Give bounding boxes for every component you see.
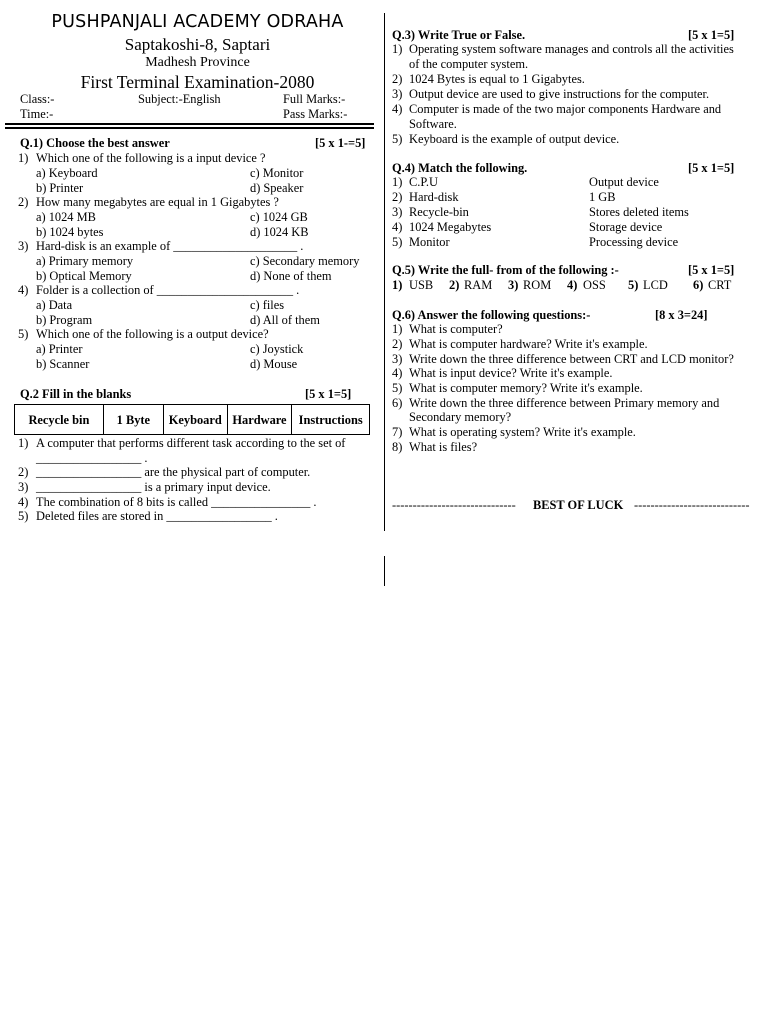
match-number: 1) [392, 175, 403, 189]
blank-text: _________________ are the physical part of computer. [36, 465, 311, 479]
blank-text: _________________ is a primary input device. [36, 480, 271, 494]
question-text: What is computer hardware? Write it's example. [409, 337, 648, 351]
option-b: b) Scanner [36, 357, 90, 371]
question-number: 3) [18, 239, 29, 253]
question-text: What is files? [409, 440, 478, 454]
word-bank-cell: Instructions [292, 405, 370, 435]
match-number: 2) [392, 190, 403, 204]
q5-title: Q.5) Write the full- from of the following :- [392, 263, 619, 277]
question-text: What is input device? Write it's example. [409, 366, 613, 380]
option-c: c) Joystick [250, 342, 304, 356]
option-b: b) 1024 bytes [36, 225, 104, 239]
match-right: Stores deleted items [589, 205, 689, 219]
match-right: Processing device [589, 235, 679, 249]
match-left: Monitor [409, 235, 450, 249]
abbr-number: 3) [508, 278, 519, 292]
match-right: 1 GB [589, 190, 616, 204]
question-text: Folder is a collection of ______________________ . [36, 283, 300, 297]
abbr-text: USB [409, 278, 434, 292]
school-address: Saptakoshi-8, Saptari [124, 35, 271, 54]
blank-text: _________________ . [36, 451, 148, 465]
q1-title: Q.1) Choose the best answer [20, 136, 170, 150]
statement-text: Keyboard is the example of output device. [409, 132, 620, 146]
statement-text: of the computer system. [409, 57, 529, 71]
option-a: a) Printer [36, 342, 83, 356]
word-bank-cell: Recycle bin [15, 405, 104, 435]
match-left: Recycle-bin [409, 205, 469, 219]
footer-text: BEST OF LUCK [533, 498, 624, 512]
q6-title: Q.6) Answer the following questions:- [392, 308, 591, 322]
option-b: b) Printer [36, 181, 84, 195]
question-number: 8) [392, 440, 403, 454]
statement-number: 3) [392, 87, 403, 101]
match-left: Hard-disk [409, 190, 459, 204]
match-right: Storage device [589, 220, 663, 234]
question-number: 1) [18, 151, 29, 165]
question-text: Write down the three difference between CRT and LCD monitor? [409, 352, 734, 366]
blank-text: A computer that performs different task according to the set of [36, 436, 346, 450]
question-text: Which one of the following is a output device? [36, 327, 269, 341]
class-label: Class:- [20, 92, 55, 106]
q4-marks: [5 x 1=5] [688, 161, 735, 175]
statement-number: 2) [392, 72, 403, 86]
option-d: d) 1024 KB [250, 225, 309, 239]
option-c: c) files [250, 298, 285, 312]
option-b: b) Program [36, 313, 93, 327]
option-a: a) 1024 MB [36, 210, 96, 224]
word-bank-cell: 1 Byte [103, 405, 163, 435]
match-left: 1024 Megabytes [409, 220, 492, 234]
match-number: 3) [392, 205, 403, 219]
abbr-number: 4) [567, 278, 578, 292]
column-divider [384, 13, 385, 531]
full-marks-label: Full Marks:- [283, 92, 346, 106]
question-number: 7) [392, 425, 403, 439]
time-label: Time:- [20, 107, 54, 121]
question-text: Which one of the following is a input device ? [36, 151, 266, 165]
question-number: 4) [18, 283, 29, 297]
abbr-number: 1) [392, 278, 403, 292]
question-text: Hard-disk is an example of ____________________ . [36, 239, 304, 253]
statement-text: Output device are used to give instructions for the computer. [409, 87, 710, 101]
question-text: Write down the three difference between Primary memory and [409, 396, 720, 410]
question-number: 2) [18, 195, 29, 209]
q2-title: Q.2 Fill in the blanks [20, 387, 132, 401]
question-text: What is operating system? Write it's example. [409, 425, 636, 439]
word-bank-cell: Keyboard [163, 405, 227, 435]
q3-marks: [5 x 1=5] [688, 28, 735, 42]
question-number: 1) [392, 322, 403, 336]
option-a: a) Primary memory [36, 254, 134, 268]
q6-marks: [8 x 3=24] [655, 308, 708, 322]
match-left: C.P.U [409, 175, 438, 189]
q2-marks: [5 x 1=5] [305, 387, 352, 401]
question-number: 2) [392, 337, 403, 351]
blank-number: 4) [18, 495, 29, 509]
question-text: How many megabytes are equal in 1 Gigabytes ? [36, 195, 279, 209]
statement-number: 1) [392, 42, 403, 56]
abbr-number: 5) [628, 278, 639, 292]
blank-number: 5) [18, 509, 29, 523]
match-right: Output device [589, 175, 659, 189]
option-d: d) Mouse [250, 357, 298, 371]
q4-title: Q.4) Match the following. [392, 161, 528, 175]
option-c: c) 1024 GB [250, 210, 308, 224]
blank-number: 3) [18, 480, 29, 494]
blank-number: 2) [18, 465, 29, 479]
abbr-text: OSS [583, 278, 606, 292]
statement-text: Computer is made of the two major components Hardware and [409, 102, 722, 116]
blank-text: Deleted files are stored in _________________ . [36, 509, 278, 523]
q1-marks: [5 x 1-=5] [315, 136, 366, 150]
q5-marks: [5 x 1=5] [688, 263, 735, 277]
match-number: 4) [392, 220, 403, 234]
q3-title: Q.3) Write True or False. [392, 28, 526, 42]
footer-left-dashes: ------------------------------ [392, 498, 516, 512]
abbr-text: ROM [523, 278, 552, 292]
question-text: Secondary memory? [409, 410, 512, 424]
option-d: d) Speaker [250, 181, 304, 195]
footer-right-dashes: ---------------------------- [634, 498, 750, 512]
blank-number: 1) [18, 436, 29, 450]
match-number: 5) [392, 235, 403, 249]
abbr-text: CRT [708, 278, 732, 292]
option-d: d) All of them [250, 313, 320, 327]
word-bank-table [14, 404, 370, 435]
school-name: PUSHPANJALI ACADEMY ODRAHA [51, 12, 344, 32]
statement-text: Software. [409, 117, 457, 131]
pass-marks-label: Pass Marks:- [283, 107, 348, 121]
option-c: c) Secondary memory [250, 254, 360, 268]
option-d: d) None of them [250, 269, 332, 283]
statement-number: 4) [392, 102, 403, 116]
question-number: 5) [18, 327, 29, 341]
abbr-number: 6) [693, 278, 704, 292]
header-rule-top [5, 123, 374, 125]
question-text: What is computer? [409, 322, 503, 336]
header-rule-bottom [5, 127, 374, 129]
statement-number: 5) [392, 132, 403, 146]
option-c: c) Monitor [250, 166, 304, 180]
statement-text: 1024 Bytes is equal to 1 Gigabytes. [409, 72, 585, 86]
question-number: 3) [392, 352, 403, 366]
word-bank-cell: Hardware [227, 405, 292, 435]
abbr-text: RAM [464, 278, 493, 292]
divider-fragment [384, 556, 385, 586]
abbr-text: LCD [643, 278, 668, 292]
option-a: a) Data [36, 298, 73, 312]
question-number: 4) [392, 366, 403, 380]
option-b: b) Optical Memory [36, 269, 132, 283]
blank-text: The combination of 8 bits is called ________________ . [36, 495, 317, 509]
option-a: a) Keyboard [36, 166, 98, 180]
exam-title: First Terminal Examination-2080 [80, 72, 315, 92]
abbr-number: 2) [449, 278, 460, 292]
statement-text: Operating system software manages and controls all the activities [409, 42, 734, 56]
subject-label: Subject:-English [138, 92, 221, 106]
question-text: What is computer memory? Write it's example. [409, 381, 643, 395]
question-number: 5) [392, 381, 403, 395]
question-number: 6) [392, 396, 403, 410]
province: Madhesh Province [145, 55, 250, 70]
